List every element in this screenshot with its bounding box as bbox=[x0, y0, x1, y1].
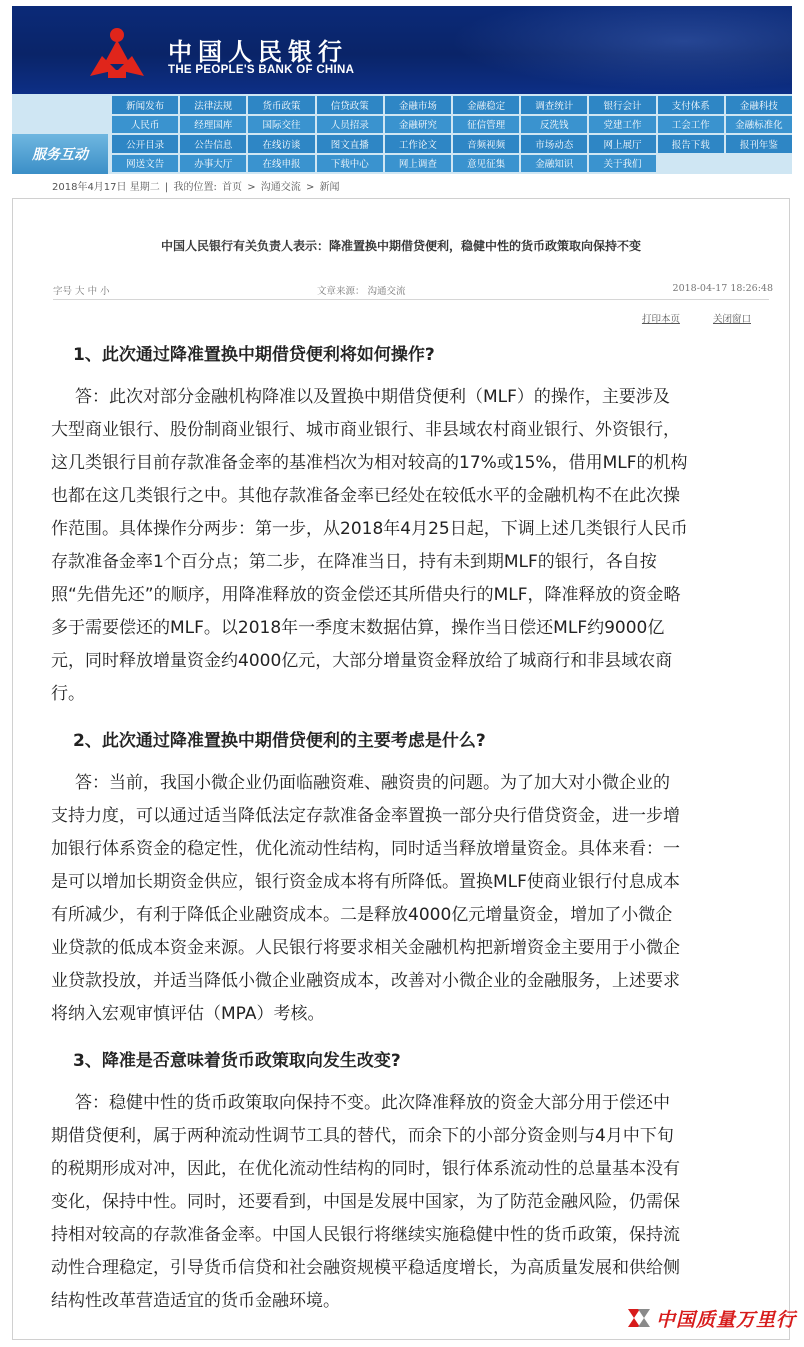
brand-name-cn[interactable]: 中国人民银行 bbox=[168, 37, 348, 66]
nav-item[interactable]: 征信管理 bbox=[453, 116, 519, 134]
paragraph-line: 存款准备金率1个百分点；第二步，在降准当日，持有未到期MLF的银行，各自按 bbox=[51, 552, 657, 572]
nav-item[interactable]: 市场动态 bbox=[521, 135, 587, 153]
paragraph-line: 照“先借先还”的顺序，用降准释放的资金偿还其所借央行的MLF，降准释放的资金略 bbox=[51, 585, 681, 605]
section-heading: 2、此次通过降准置换中期借贷便利的主要考虑是什么? bbox=[73, 731, 486, 751]
paragraph-line: 多于需要偿还的MLF。以2018年一季度末数据估算，操作当日偿还MLF约9000亿 bbox=[51, 618, 665, 638]
nav-item[interactable]: 报告下载 bbox=[658, 135, 724, 153]
nav-item[interactable]: 意见征集 bbox=[453, 155, 519, 173]
pboc-logo-icon[interactable] bbox=[86, 26, 148, 80]
paragraph-line: 答：当前，我国小微企业仍面临融资难、融资贵的问题。为了加大对小微企业的 bbox=[75, 773, 670, 793]
nav-item[interactable]: 在线访谈 bbox=[248, 135, 314, 153]
font-size-large[interactable]: 大 bbox=[75, 286, 85, 297]
font-size-selector bbox=[53, 283, 110, 297]
paragraph-line: 动性合理稳定，引导货币信贷和社会融资规模平稳适度增长，为高质量发展和供给侧 bbox=[51, 1258, 680, 1278]
breadcrumb-section-link[interactable]: 沟通交流 bbox=[260, 182, 301, 193]
paragraph-line: 期借贷便利，属于两种流动性调节工具的替代，而余下的小部分资金则与4月中下旬 bbox=[51, 1126, 674, 1146]
paragraph-line: 答：稳健中性的货币政策取向保持不变。此次降准释放的资金大部分用于偿还中 bbox=[75, 1093, 670, 1113]
nav-item[interactable]: 信贷政策 bbox=[317, 96, 383, 114]
nav-item[interactable]: 金融科技 bbox=[726, 96, 792, 114]
font-size-label: 字号 bbox=[53, 286, 73, 297]
nav-item[interactable]: 人员招录 bbox=[317, 116, 383, 134]
nav-item[interactable]: 人民币 bbox=[112, 116, 178, 134]
paragraph-line: 有所减少，有利于降低企业融资成本。二是释放4000亿元增量资金，增加了小微企 bbox=[51, 905, 673, 925]
nav-item[interactable]: 支付体系 bbox=[658, 96, 724, 114]
nav-item[interactable]: 图文直播 bbox=[317, 135, 383, 153]
article-container bbox=[12, 198, 790, 1340]
paragraph-line: 将纳入宏观审慎评估（MPA）考核。 bbox=[51, 1004, 325, 1024]
nav-item[interactable]: 反洗钱 bbox=[521, 116, 587, 134]
paragraph-line: 业贷款投放，并适当降低小微企业融资成本，改善对小微企业的金融服务，上述要求 bbox=[51, 971, 680, 991]
paragraph-line: 元，同时释放增量资金约4000亿元，大部分增量资金释放给了城商行和非县域农商 bbox=[51, 651, 673, 671]
paragraph-line: 这几类银行目前存款准备金率的基准档次为相对较高的17%或15%，借用MLF的机构 bbox=[51, 453, 688, 473]
breadcrumb-home-link[interactable]: 首页 bbox=[222, 182, 243, 193]
section-heading: 1、此次通过降准置换中期借贷便利将如何操作? bbox=[73, 345, 435, 365]
paragraph-line: 业贷款的低成本资金来源。人民银行将要求相关金融机构把新增资金主要用于小微企 bbox=[51, 938, 680, 958]
article-tools bbox=[612, 311, 751, 325]
font-size-medium[interactable]: 中 bbox=[87, 286, 98, 297]
paragraph-line: 加银行体系资金的稳定性，优化流动性结构，同时适当释放增量资金。具体来看：一 bbox=[51, 839, 680, 859]
brand-name-en: THE PEOPLE'S BANK OF CHINA bbox=[168, 64, 355, 76]
paragraph-line: 变化，保持中性。同时，还要看到，中国是发展中国家，为了防范金融风险，仍需保 bbox=[51, 1192, 680, 1212]
nav-item[interactable]: 金融研究 bbox=[385, 116, 451, 134]
nav-item[interactable]: 银行会计 bbox=[589, 96, 655, 114]
header-decoration bbox=[432, 6, 792, 94]
location-label: 我的位置: bbox=[173, 182, 217, 193]
paragraph-line: 支持力度，可以通过适当降低法定存款准备金率置换一部分央行借贷资金，进一步增 bbox=[51, 806, 680, 826]
nav-item[interactable]: 在线申报 bbox=[248, 155, 314, 173]
nav-item[interactable]: 办事大厅 bbox=[180, 155, 246, 173]
breadcrumb-arrow: > bbox=[247, 182, 256, 193]
site-header bbox=[12, 6, 792, 94]
nav-item[interactable]: 国际交往 bbox=[248, 116, 314, 134]
article-section bbox=[51, 343, 763, 711]
nav-item[interactable]: 音频视频 bbox=[453, 135, 519, 153]
main-navigation bbox=[12, 94, 792, 174]
font-size-small[interactable]: 小 bbox=[100, 286, 110, 297]
paragraph-line: 大型商业银行、股份制商业银行、城市商业银行、非县域农村商业银行、外资银行， bbox=[51, 420, 680, 440]
nav-item[interactable]: 报刊年鉴 bbox=[726, 135, 792, 153]
article-section bbox=[51, 1049, 763, 1318]
paragraph-line: 行。 bbox=[51, 684, 85, 704]
nav-item[interactable]: 网上展厅 bbox=[589, 135, 655, 153]
paragraph-line: 结构性改革营造适宜的货币金融环境。 bbox=[51, 1291, 340, 1311]
article-source: 文章来源： 沟通交流 bbox=[317, 286, 406, 297]
watermark bbox=[626, 1303, 796, 1333]
close-window-link[interactable]: 关闭窗口 bbox=[712, 314, 751, 325]
article-date: 2018-04-17 18:26:48 bbox=[672, 283, 773, 294]
divider bbox=[53, 299, 769, 300]
breadcrumb-arrow: > bbox=[305, 182, 315, 193]
watermark-text: 中国质量万里行 bbox=[655, 1308, 796, 1331]
nav-item[interactable]: 调查统计 bbox=[521, 96, 587, 114]
print-page-link[interactable]: 打印本页 bbox=[641, 314, 680, 325]
nav-item[interactable]: 网送文告 bbox=[112, 155, 178, 173]
nav-menu-grid bbox=[112, 96, 792, 172]
article-meta bbox=[53, 283, 773, 299]
nav-item[interactable]: 公开目录 bbox=[112, 135, 178, 153]
nav-item[interactable]: 金融标准化 bbox=[726, 116, 792, 134]
article-body bbox=[51, 343, 763, 1336]
section-heading: 3、降准是否意味着货币政策取向发生改变? bbox=[73, 1051, 401, 1071]
breadcrumb bbox=[52, 178, 342, 193]
nav-item[interactable]: 关于我们 bbox=[589, 155, 655, 173]
nav-item[interactable]: 工会工作 bbox=[658, 116, 724, 134]
paragraph-line: 也都在这几类银行之中。其他存款准备金率已经处在较低水平的金融机构不在此次操 bbox=[51, 486, 680, 506]
paragraph-line: 是可以增加长期资金供应，银行资金成本将有所降低。置换MLF使商业银行付息成本 bbox=[51, 872, 680, 892]
nav-item[interactable]: 法律法规 bbox=[180, 96, 246, 114]
nav-item[interactable]: 货币政策 bbox=[248, 96, 314, 114]
breadcrumb-separator: | bbox=[164, 182, 169, 193]
nav-item[interactable]: 经理国库 bbox=[180, 116, 246, 134]
nav-item[interactable]: 下载中心 bbox=[317, 155, 383, 173]
paragraph-line: 作范围。具体操作分两步：第一步，从2018年4月25日起，下调上述几类银行人民币 bbox=[51, 519, 688, 539]
quality-brand-icon bbox=[626, 1305, 652, 1331]
nav-item[interactable]: 公告信息 bbox=[180, 135, 246, 153]
paragraph-line: 答：此次对部分金融机构降准以及置换中期借贷便利（MLF）的操作，主要涉及 bbox=[75, 387, 670, 407]
paragraph-line: 持相对较高的存款准备金率。中国人民银行将继续实施稳健中性的货币政策，保持流 bbox=[51, 1225, 680, 1245]
nav-item[interactable]: 金融知识 bbox=[521, 155, 587, 173]
service-interaction-tab[interactable]: 服务互动 bbox=[12, 134, 108, 174]
nav-item bbox=[658, 155, 724, 173]
nav-item[interactable]: 新闻发布 bbox=[112, 96, 178, 114]
nav-item[interactable]: 金融稳定 bbox=[453, 96, 519, 114]
article-section bbox=[51, 729, 763, 1031]
nav-item[interactable]: 网上调查 bbox=[385, 155, 451, 173]
nav-item[interactable]: 金融市场 bbox=[385, 96, 451, 114]
nav-item bbox=[726, 155, 792, 173]
article-title: 中国人民银行有关负责人表示：降准置换中期借贷便利，稳健中性的货币政策取向保持不变 bbox=[160, 239, 641, 253]
breadcrumb-current-page[interactable]: 新闻 bbox=[319, 182, 340, 193]
current-date: 2018年4月17日 星期二 bbox=[52, 182, 160, 193]
nav-item[interactable]: 党建工作 bbox=[589, 116, 655, 134]
paragraph-line: 的税期形成对冲，因此，在优化流动性结构的同时，银行体系流动性的总量基本没有 bbox=[51, 1159, 680, 1179]
nav-item[interactable]: 工作论文 bbox=[385, 135, 451, 153]
